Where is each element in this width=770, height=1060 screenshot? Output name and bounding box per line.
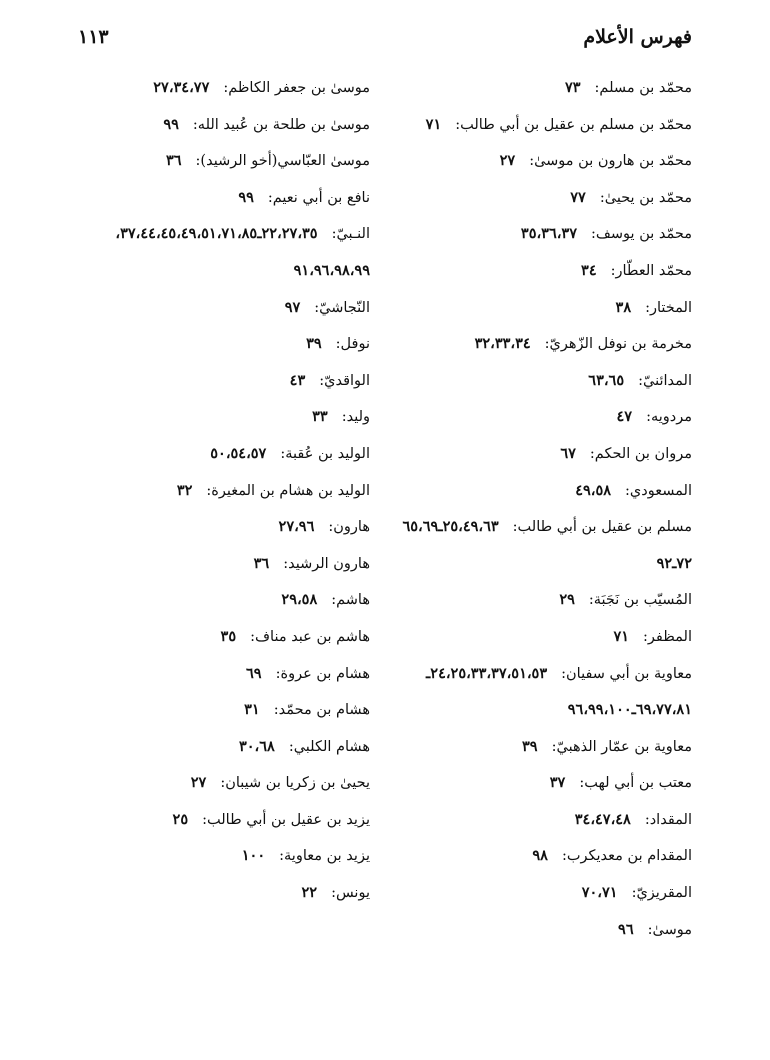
entry-name: المدائنيّ: xyxy=(638,372,692,389)
index-entry xyxy=(362,216,692,253)
index-entry xyxy=(40,546,370,583)
index-entry xyxy=(362,253,692,290)
entry-page-refs: ٣٣ xyxy=(312,408,328,426)
entry-page-refs: ٦٣،٦٥ xyxy=(588,371,625,389)
entry-name: هاشم: xyxy=(331,592,370,609)
entry-page-refs: ٤٩،٥٨ xyxy=(575,481,612,499)
entry-name: النـبيّ: xyxy=(331,226,370,243)
entry-name: يونس: xyxy=(331,885,370,902)
entry-page-refs: ٢٧ xyxy=(190,774,207,792)
entry-page-refs: ٣٦ xyxy=(165,152,182,170)
index-entry xyxy=(362,107,692,144)
entry-page-refs: ٩١،٩٦،٩٨،٩٩ xyxy=(293,261,370,279)
entry-name: محمّد بن يوسف: xyxy=(591,226,692,243)
index-entry xyxy=(362,143,692,180)
index-entry xyxy=(362,912,692,949)
index-entry xyxy=(362,656,692,693)
entry-page-refs: ٢٤،٢٥،٣٣،٣٧،٥١،٥٣ـ xyxy=(426,664,548,682)
entry-page-refs: ٧١ xyxy=(425,115,442,133)
entry-name: يزيد بن عقيل بن أبي طالب: xyxy=(202,811,370,828)
entry-page-refs: ٣٦ xyxy=(253,554,270,572)
index-entry xyxy=(362,802,692,839)
entry-name: مردويه: xyxy=(646,409,692,426)
entry-name: مسلم بن عقيل بن أبي طالب: xyxy=(512,519,692,536)
entry-page-refs: ٤٧ xyxy=(616,408,633,426)
index-entry xyxy=(362,765,692,802)
entry-name: المسعودي: xyxy=(625,482,692,499)
index-entry xyxy=(40,656,370,693)
entry-page-refs: ٧١ xyxy=(613,627,630,645)
entry-name: موسىٰ العبّاسي(أخو الرشيد): xyxy=(195,153,370,170)
entry-page-refs: ٤٣ xyxy=(289,371,306,389)
entry-page-refs: ٦٧ xyxy=(560,444,576,462)
entry-page-refs: ٣٩ xyxy=(522,737,538,755)
index-entry xyxy=(362,326,692,363)
entry-name: هارون: xyxy=(328,519,370,536)
index-entry xyxy=(362,436,692,473)
entry-name: محمّد بن هارون بن موسىٰ: xyxy=(529,153,692,170)
index-entry xyxy=(362,399,692,436)
index-entry xyxy=(362,70,692,107)
entry-page-refs: ٣٤،٤٧،٤٨ xyxy=(574,810,631,828)
entry-page-refs: ٩٩ xyxy=(238,188,254,206)
entry-page-refs: ٣٧ xyxy=(549,774,566,792)
entry-name: محمّد بن يحيىٰ: xyxy=(599,189,692,206)
index-entry xyxy=(40,765,370,802)
entry-name: يحيىٰ بن زكريا بن شيبان: xyxy=(220,775,370,792)
entry-page-refs: ٧٢ـ٩٢ xyxy=(656,554,692,572)
entry-name: نافع بن أبي نعيم: xyxy=(267,189,370,206)
entry-name: الوليد بن عُقبة: xyxy=(280,445,370,462)
entry-name: محمّد العطّار: xyxy=(610,262,692,279)
index-entry xyxy=(40,253,370,290)
index-entry xyxy=(40,802,370,839)
index-entry xyxy=(362,473,692,510)
index-entry xyxy=(40,326,370,363)
entry-page-refs: ٣٢،٣٣،٣٤ xyxy=(474,335,531,353)
entry-page-refs: ٣٢ xyxy=(176,481,193,499)
index-entry xyxy=(40,143,370,180)
index-entry xyxy=(362,546,692,583)
index-entry xyxy=(40,216,370,253)
entry-name: النّجاشيّ: xyxy=(314,299,370,316)
index-entry xyxy=(40,509,370,546)
page-header xyxy=(78,22,692,52)
index-entry xyxy=(40,70,370,107)
entry-page-refs: ٢٧ xyxy=(499,152,516,170)
index-entry xyxy=(40,107,370,144)
entry-name: موسىٰ بن جعفر الكاظم: xyxy=(223,80,370,96)
index-entry xyxy=(40,729,370,766)
entry-name: المقدام بن معديكرب: xyxy=(561,848,692,865)
index-entry xyxy=(40,399,370,436)
index-entry xyxy=(40,619,370,656)
entry-page-refs: ٩٧ xyxy=(284,298,301,316)
entry-name: الواقديّ: xyxy=(319,372,370,389)
entry-name: المقريزيّ: xyxy=(631,885,692,902)
entry-name: محمّد بن مسلم: xyxy=(594,80,692,96)
entry-name: هشام بن محمّد: xyxy=(273,702,370,719)
entry-page-refs: ٧٧ xyxy=(570,188,586,206)
index-entry xyxy=(40,363,370,400)
index-entry xyxy=(362,290,692,327)
entry-page-refs: ٦٩ xyxy=(246,664,262,682)
entry-name: المختار: xyxy=(645,299,692,316)
entry-page-refs: ٢٢،٢٧،٣٥ـ٣٧،٤٤،٤٥،٤٩،٥١،٧١،٨٥، xyxy=(115,225,318,243)
index-entry xyxy=(362,692,692,729)
index-column-right xyxy=(362,70,692,948)
entry-name: موسىٰ: xyxy=(647,921,692,938)
entry-name: الوليد بن هشام بن المغيرة: xyxy=(206,482,370,499)
entry-page-refs: ٣٩ xyxy=(306,335,322,353)
entry-name: المُسيّب بن نَجَبَة: xyxy=(588,592,692,609)
entry-page-refs: ١٠٠ xyxy=(241,847,266,865)
entry-page-refs: ٦٩،٧٧،٨١ـ٩٦،٩٩،١٠٠ xyxy=(567,701,692,719)
index-entry xyxy=(362,582,692,619)
entry-name: معاوية بن عمّار الذهبيّ: xyxy=(551,738,692,755)
entry-page-refs: ٢٥ xyxy=(172,810,189,828)
index-entry xyxy=(40,582,370,619)
entry-page-refs: ٥٠،٥٤،٥٧ xyxy=(210,444,267,462)
index-entry xyxy=(362,838,692,875)
index-entry xyxy=(362,509,692,546)
entry-page-refs: ٣٠،٦٨ xyxy=(238,737,275,755)
entry-name: المظفر: xyxy=(643,628,692,645)
entry-page-refs: ٢٥،٤٩،٦٣ـ٦٥،٦٩ xyxy=(402,518,499,536)
index-entry xyxy=(40,875,370,912)
entry-name: موسىٰ بن طلحة بن عُبيد الله: xyxy=(192,116,370,133)
entry-page-refs: ٧٠،٧١ xyxy=(581,884,618,902)
index-entry xyxy=(362,729,692,766)
entry-name: مخرمة بن نوفل الزّهريّ: xyxy=(544,336,692,353)
entry-page-refs: ٩٨ xyxy=(532,847,548,865)
entry-page-refs: ٣٥،٣٦،٣٧ xyxy=(520,225,578,243)
index-entry xyxy=(362,180,692,217)
entry-page-refs: ٧٣ xyxy=(564,79,581,96)
entry-page-refs: ٣٤ xyxy=(581,261,597,279)
entry-page-refs: ٩٩ xyxy=(163,115,179,133)
index-entry xyxy=(40,180,370,217)
entry-page-refs: ٢٧،٣٤،٧٧ xyxy=(153,79,210,96)
entry-name: يزيد بن معاوية: xyxy=(279,848,370,865)
entry-page-refs: ٢٧،٩٦ xyxy=(278,518,315,536)
index-entry xyxy=(362,875,692,912)
entry-name: المقداد: xyxy=(644,811,692,828)
index-entry xyxy=(40,838,370,875)
entry-name: معاوية بن أبي سفيان: xyxy=(561,665,692,682)
entry-name: مروان بن الحكم: xyxy=(589,445,692,462)
entry-page-refs: ٢٩،٥٨ xyxy=(281,591,318,609)
entry-name: هارون الرشيد: xyxy=(283,555,370,572)
entry-name: هشام بن عروة: xyxy=(275,665,370,682)
index-entry xyxy=(40,473,370,510)
index-entry xyxy=(362,619,692,656)
entry-page-refs: ٣٨ xyxy=(615,298,632,316)
entry-name: وليد: xyxy=(341,409,370,426)
entry-name: هاشم بن عبد مناف: xyxy=(250,628,370,645)
entry-page-refs: ٢٩ xyxy=(559,591,575,609)
entry-page-refs: ٩٦ xyxy=(618,920,634,938)
entry-name: معتب بن أبي لهب: xyxy=(579,775,692,792)
entry-page-refs: ٣١ xyxy=(244,701,260,719)
entry-name: نوفل: xyxy=(335,336,370,353)
page-number: ١١٣ xyxy=(78,26,109,48)
entry-name: محمّد بن مسلم بن عقيل بن أبي طالب: xyxy=(455,116,692,133)
entry-name: هشام الكلبي: xyxy=(288,738,370,755)
index-column-left xyxy=(40,70,370,912)
index-entry xyxy=(40,290,370,327)
index-entry xyxy=(40,436,370,473)
index-entry xyxy=(362,363,692,400)
header-title: فهرس الأعلام xyxy=(583,26,692,48)
entry-page-refs: ٣٥ xyxy=(220,627,237,645)
index-entry xyxy=(40,692,370,729)
entry-page-refs: ٢٢ xyxy=(301,884,318,902)
